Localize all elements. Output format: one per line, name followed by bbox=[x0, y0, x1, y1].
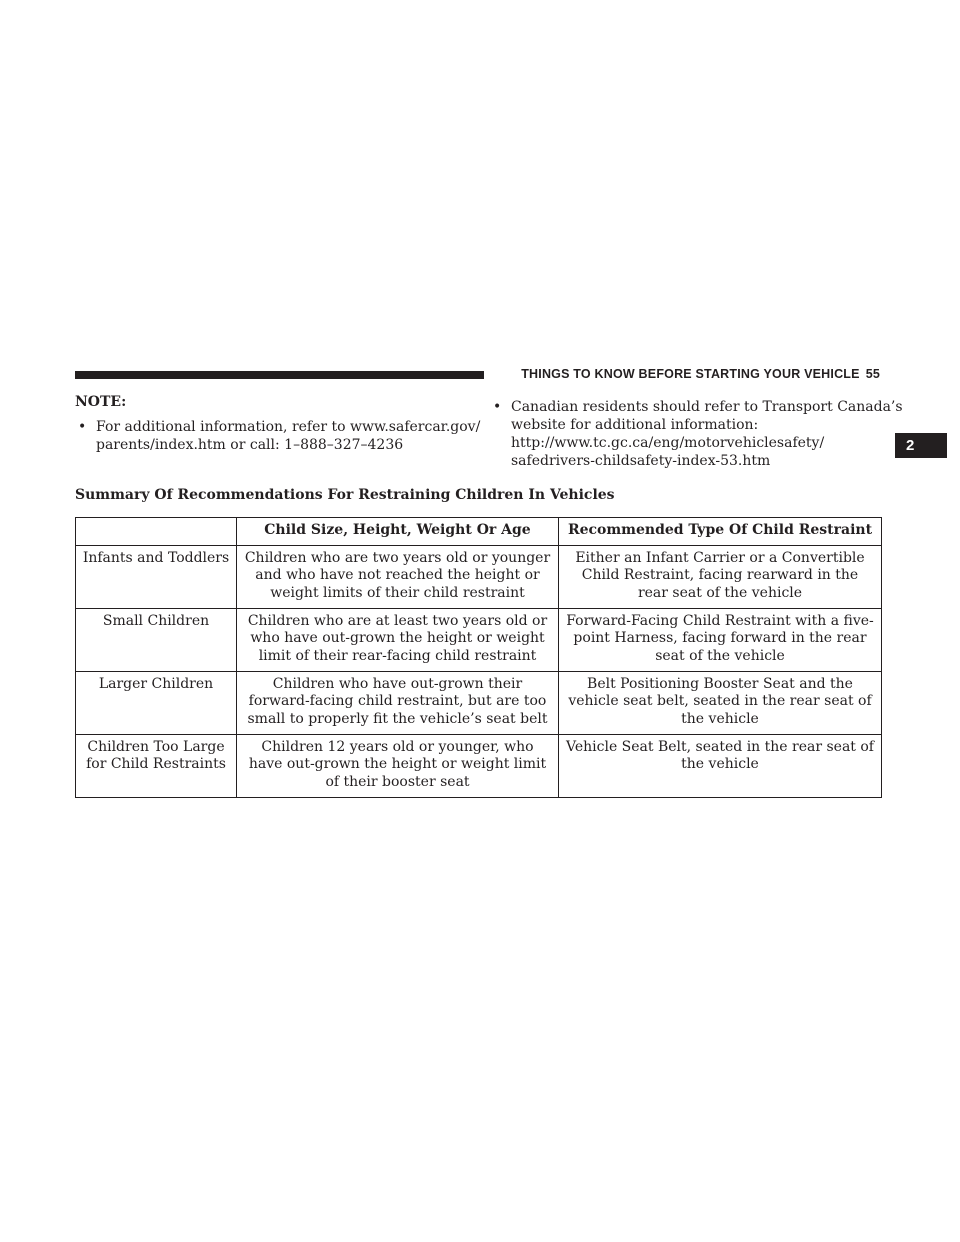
bullet-text: For additional information, refer to www.safercar.gov/ bbox=[96, 419, 481, 435]
bullet-icon: • bbox=[78, 419, 87, 435]
size-cell: Children who have out-grown their forward-facing child restraint, but are too small to properly fit the vehicle’s seat belt bbox=[237, 671, 559, 734]
bullet-icon: • bbox=[493, 399, 502, 415]
table-row bbox=[76, 671, 882, 734]
note-bullet-transport-canada bbox=[490, 398, 906, 470]
header-title: THINGS TO KNOW BEFORE STARTING YOUR VEHICLE bbox=[521, 367, 860, 381]
restraint-cell: Belt Positioning Booster Seat and the vehicle seat belt, seated in the rear seat of the vehicle bbox=[559, 671, 882, 734]
header-cell-category bbox=[76, 518, 237, 546]
restraint-cell: Forward-Facing Child Restraint with a five-point Harness, facing forward in the rear seat of the vehicle bbox=[559, 608, 882, 671]
table-row bbox=[76, 734, 882, 797]
header-cell-recommended-restraint: Recommended Type Of Child Restraint bbox=[559, 518, 882, 546]
header-cell-child-size: Child Size, Height, Weight Or Age bbox=[237, 518, 559, 546]
header-rule bbox=[75, 371, 484, 379]
category-cell: Infants and Toddlers bbox=[76, 545, 237, 608]
table-row bbox=[76, 608, 882, 671]
category-cell: Small Children bbox=[76, 608, 237, 671]
table-header-row bbox=[76, 518, 882, 546]
running-header bbox=[521, 367, 880, 381]
table-row bbox=[76, 545, 882, 608]
note-bullet-safercar bbox=[75, 418, 491, 454]
chapter-tab[interactable]: 2 bbox=[895, 433, 947, 458]
bullet-text-continued: website for additional information: http://www.tc.gc.ca/eng/motorvehiclesafety/ safedrivers-childsafety-index-53.htm bbox=[511, 417, 825, 469]
restraint-cell: Vehicle Seat Belt, seated in the rear seat of the vehicle bbox=[559, 734, 882, 797]
page-number: 55 bbox=[865, 367, 880, 381]
bullet-text: Canadian residents should refer to Transport Canada’s bbox=[511, 399, 903, 415]
child-restraint-summary-table bbox=[75, 517, 882, 798]
size-cell: Children 12 years old or younger, who have out-grown the height or weight limit of their booster seat bbox=[237, 734, 559, 797]
section-title: Summary Of Recommendations For Restraining Children In Vehicles bbox=[75, 487, 615, 503]
category-cell: Children Too Large for Child Restraints bbox=[76, 734, 237, 797]
note-label: NOTE: bbox=[75, 394, 127, 410]
size-cell: Children who are two years old or younger and who have not reached the height or weight limits of their child restraint bbox=[237, 545, 559, 608]
bullet-text-continued: parents/index.htm or call: 1–888–327–4236 bbox=[96, 437, 404, 453]
category-cell: Larger Children bbox=[76, 671, 237, 734]
restraint-cell: Either an Infant Carrier or a Convertible Child Restraint, facing rearward in the rear seat of the vehicle bbox=[559, 545, 882, 608]
size-cell: Children who are at least two years old or who have out-grown the height or weight limit of their rear-facing child restraint bbox=[237, 608, 559, 671]
